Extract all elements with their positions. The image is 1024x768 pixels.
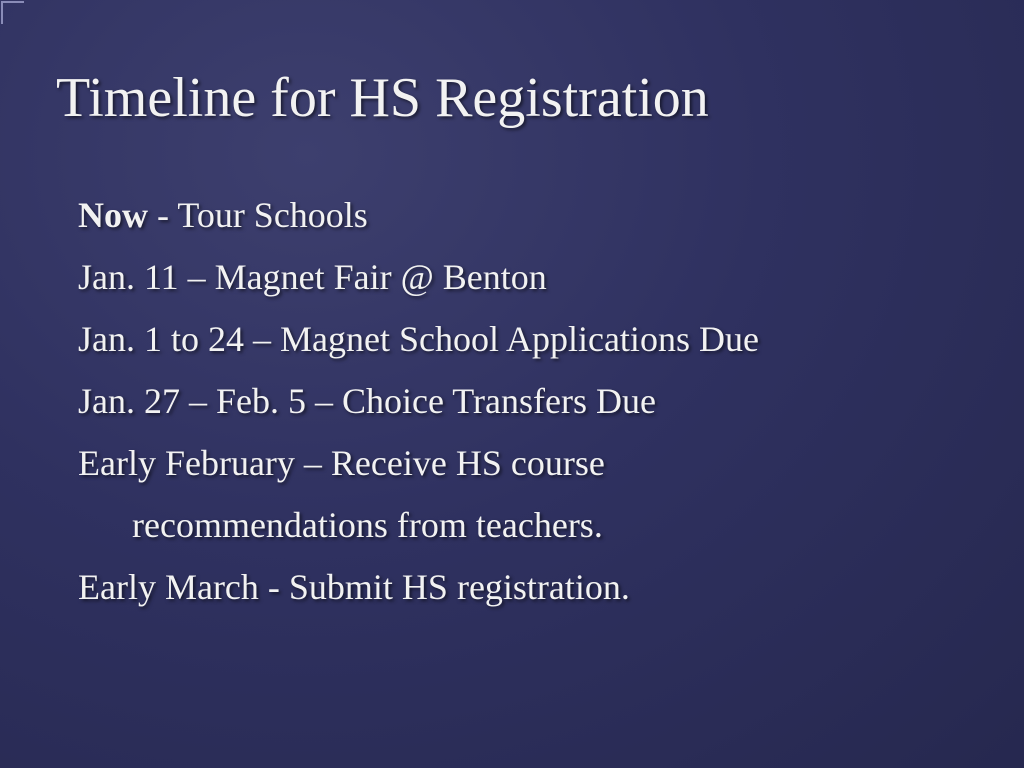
timeline-item-submit-registration: Early March - Submit HS registration. <box>78 567 630 607</box>
timeline-item-course-recommendations: Early February – Receive HS course <box>78 443 605 483</box>
timeline-list <box>78 184 998 618</box>
timeline-item-magnet-applications: Jan. 1 to 24 – Magnet School Applications Due <box>78 319 759 359</box>
timeline-item-choice-transfers: Jan. 27 – Feb. 5 – Choice Transfers Due <box>78 381 656 421</box>
timeline-item-text: - Tour Schools <box>148 195 368 235</box>
corner-bracket-decoration <box>0 0 26 26</box>
slide-title: Timeline for HS Registration <box>56 67 709 129</box>
timeline-item-magnet-fair: Jan. 11 – Magnet Fair @ Benton <box>78 257 547 297</box>
timeline-item-now <box>78 184 998 246</box>
timeline-item-course-recommendations-continued: recommendations from teachers. <box>132 505 603 545</box>
timeline-item-lead: Now <box>78 195 148 235</box>
